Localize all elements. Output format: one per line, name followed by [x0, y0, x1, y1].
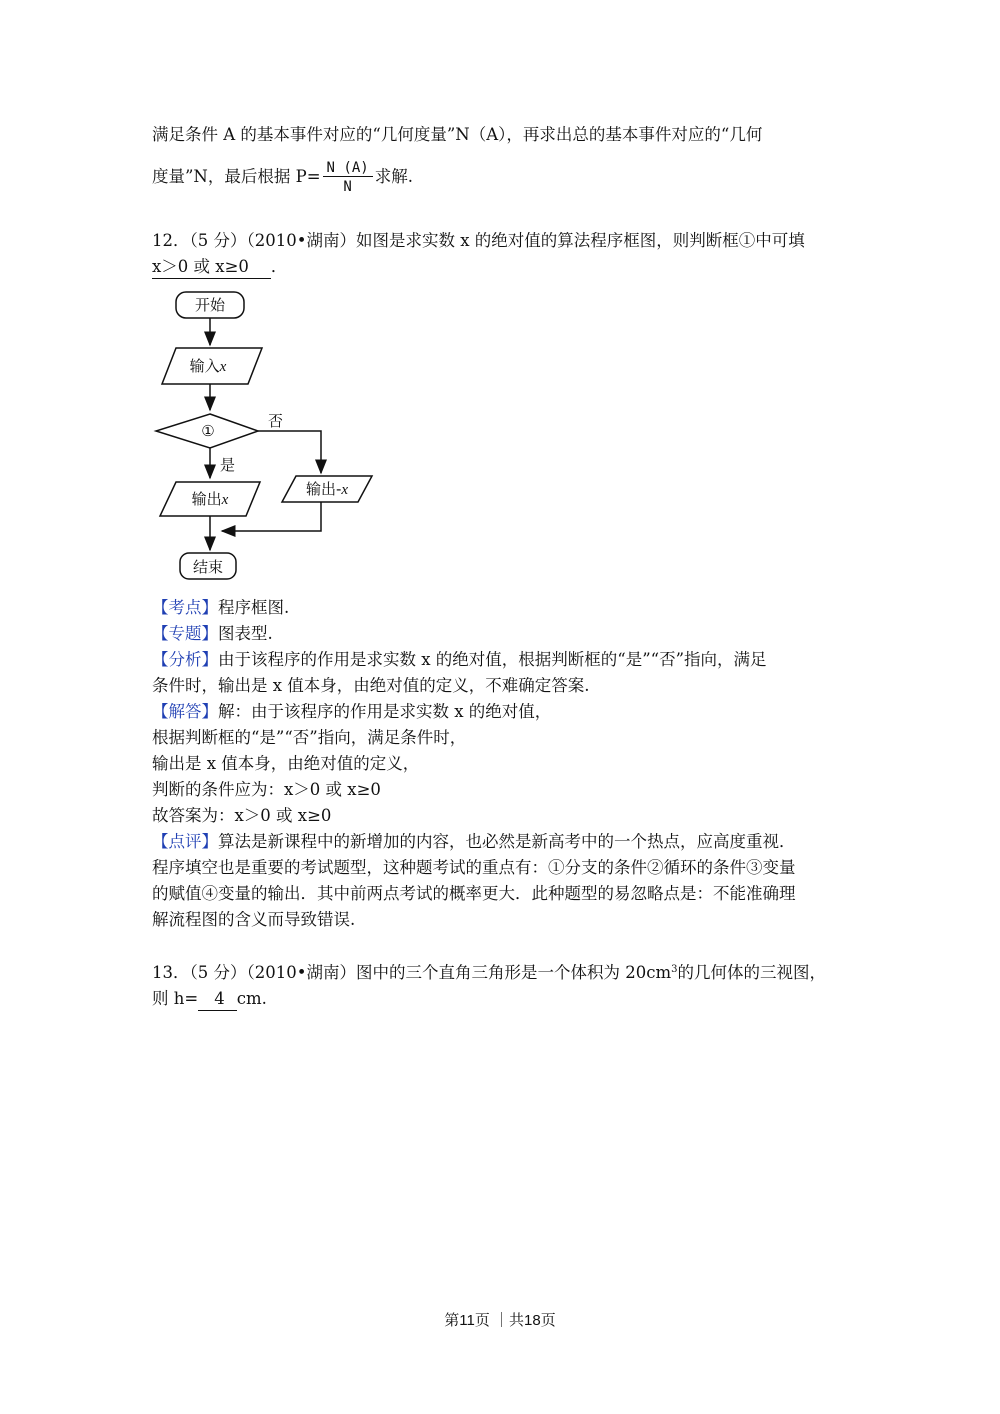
- q13-unit: cm.: [236, 989, 267, 1008]
- dianping-tag: 【点评】: [152, 832, 218, 851]
- fraction-numerator: N (A): [323, 160, 373, 177]
- flow-input-label: [190, 357, 227, 375]
- dianping-row-4: 解流程图的含义而导致错误.: [152, 910, 356, 929]
- jieda-row-1: [152, 701, 551, 723]
- zhuanti-tag: 【专题】: [152, 624, 218, 643]
- jieda-tag: 【解答】: [152, 702, 218, 721]
- flow-output-neg-label: [306, 480, 348, 498]
- flow-output-neg-node: [282, 476, 372, 502]
- flow-output-node: [160, 482, 260, 516]
- dianping-row-3: 的赋值④变量的输出．其中前两点考试的概率更大．此种题型的易忽略点是：不能准确理: [152, 884, 796, 903]
- flow-decision-node: [156, 414, 258, 448]
- intro-line-1: 满足条件 A 的基本事件对应的“几何度量”N（A），再求出总的基本事件对应的“几何: [152, 125, 763, 144]
- fenxi-row-2: 条件时，输出是 x 值本身，由绝对值的定义，不难确定答案.: [152, 676, 590, 695]
- kaodian-text: 程序框图.: [218, 598, 290, 617]
- flow-start-node: [176, 292, 244, 318]
- jieda-row-4: 判断的条件应为：x＞0 或 x≥0: [152, 780, 381, 799]
- fraction-denominator: N: [343, 179, 352, 195]
- jieda-row-2: 根据判断框的“是”“否”指向，满足条件时，: [152, 728, 467, 747]
- q13-answer-blank: 4: [198, 988, 237, 1011]
- jieda-row-5: 故答案为：x＞0 或 x≥0: [152, 806, 332, 825]
- flow-arrow-no: [258, 431, 321, 473]
- probability-fraction: [323, 160, 373, 195]
- flowchart: [150, 288, 390, 588]
- q13-stem-pre: 13．（5 分）（2010•湖南）图中的三个直角三角形是一个体积为 20cm: [152, 963, 672, 982]
- flow-output-text: 输出: [191, 490, 222, 508]
- dianping-row-2: 程序填空也是重要的考试题型，这种题考试的重点有：①分支的条件②循环的条件③变量: [152, 858, 796, 877]
- zhuanti-text: 图表型.: [218, 624, 273, 643]
- flow-output-neg-var: x: [341, 482, 349, 498]
- flow-decision-label: ①: [201, 422, 215, 440]
- fenxi-tag: 【分析】: [152, 650, 218, 669]
- kaodian-row: [152, 597, 289, 619]
- q13-stem-line-2: [152, 988, 267, 1011]
- zhuanti-row: [152, 623, 273, 645]
- page-footer: 第11页 ｜共18页: [444, 1312, 556, 1329]
- q12-stem-line-2: [152, 256, 287, 279]
- flow-input-text: 输入: [189, 357, 220, 375]
- flow-no-label: 否: [268, 412, 284, 430]
- flow-output-label: [192, 490, 229, 508]
- q13-stem-post: 的几何体的三视图，: [677, 963, 826, 982]
- q13-h-label: 则 h=: [152, 989, 199, 1008]
- kaodian-tag: 【考点】: [152, 598, 218, 617]
- intro-line-2-pre: 度量”N，最后根据 P=: [152, 167, 321, 186]
- jieda-row-3: 输出是 x 值本身，由绝对值的定义，: [152, 754, 420, 773]
- flow-start-label: 开始: [194, 296, 226, 314]
- flow-output-neg-text: 输出-: [305, 480, 342, 498]
- q13-stem-line-1: [152, 962, 826, 984]
- q12-stem-end: ．: [270, 257, 288, 276]
- flow-end-label: 结束: [192, 558, 224, 576]
- intro-line-2-post: 求解.: [374, 167, 413, 186]
- flow-yes-label: 是: [220, 456, 236, 474]
- intro-line-2: [152, 160, 413, 195]
- q13-superscript: 3: [671, 964, 678, 975]
- q12-stem-line-1: 12．（5 分）（2010•湖南）如图是求实数 x 的绝对值的算法程序框图，则判断框①中可填: [152, 231, 805, 250]
- flow-end-node: [180, 553, 236, 579]
- jieda-text-1: 解：由于该程序的作用是求实数 x 的绝对值，: [218, 702, 552, 721]
- flow-output-var: x: [221, 492, 229, 508]
- fenxi-row-1: [152, 649, 767, 671]
- fenxi-text-1: 由于该程序的作用是求实数 x 的绝对值，根据判断框的“是”“否”指向，满足: [218, 650, 767, 669]
- flow-input-node: [162, 348, 262, 384]
- q12-answer-blank: x＞0 或 x≥0: [152, 256, 271, 279]
- dianping-row-1: [152, 831, 796, 853]
- flow-input-var: x: [219, 359, 227, 375]
- dianping-text-1: 算法是新课程中的新增加的内容，也必然是新高考中的一个热点，应高度重视．: [218, 832, 796, 851]
